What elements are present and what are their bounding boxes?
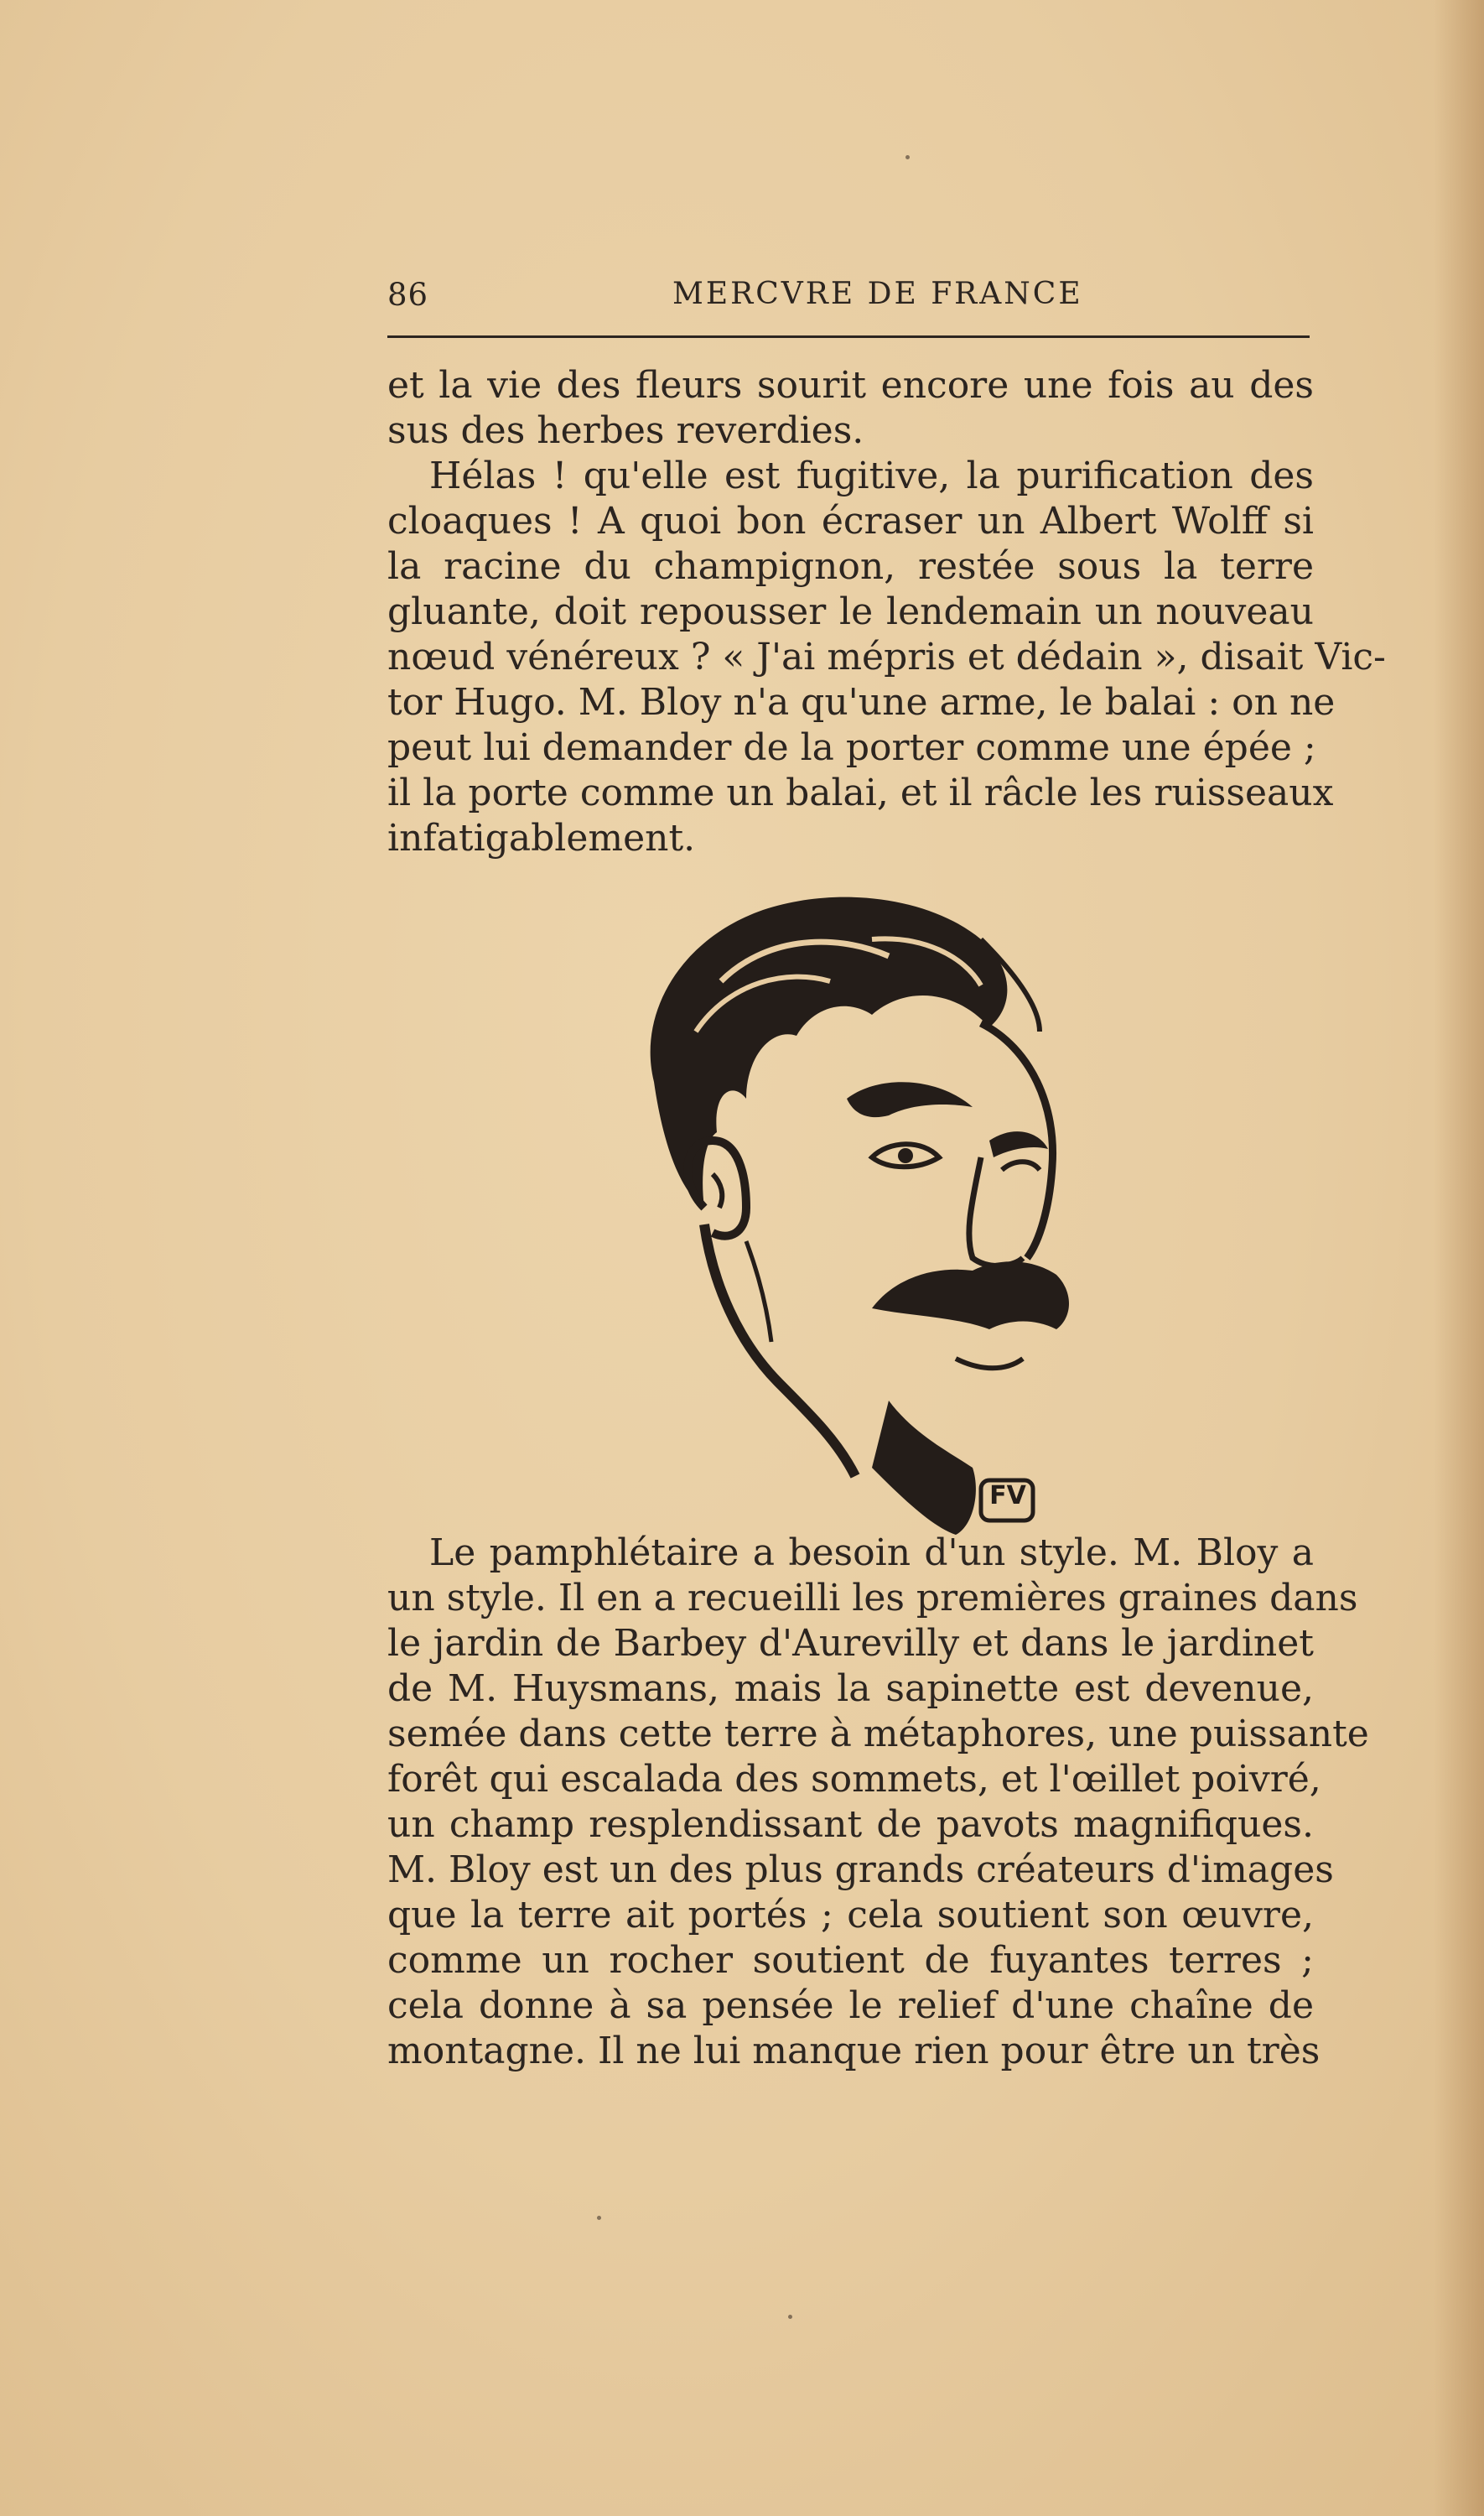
text-line: montagne. Il ne lui manque rien pour être un très: [387, 2030, 1321, 2072]
paper-speck: [905, 155, 910, 159]
text-line: Le pamphlétaire a besoin d'un style. M. Bloy a: [429, 1531, 1314, 1574]
paper-speck: [597, 2216, 601, 2220]
text-line: gluante, doit repousser le lendemain un nouveau: [387, 590, 1314, 633]
paragraph-block-top: [387, 363, 1386, 861]
text-line: M. Bloy est un des plus grands créateurs d'images: [387, 1848, 1334, 1891]
text-line: semée dans cette terre à métaphores, une puissante: [387, 1713, 1369, 1755]
page-number: 86: [387, 277, 429, 313]
text-line: nœud vénéreux ? « J'ai mépris et dédain », disait Vic-: [387, 636, 1386, 678]
portrait-illustration: [620, 889, 1132, 1543]
text-line: que la terre ait portés ; cela soutient son œuvre,: [387, 1894, 1314, 1936]
text-line: Hélas ! qu'elle est fugitive, la purification des: [429, 455, 1314, 497]
artist-monogram: FV: [989, 1481, 1026, 1510]
running-header: [387, 277, 1310, 319]
paper-speck: [788, 2315, 792, 2319]
text-line: forêt qui escalada des sommets, et l'œillet poivré,: [387, 1758, 1321, 1801]
text-line: et la vie des fleurs sourit encore une fois au des: [387, 364, 1314, 407]
text-line: peut lui demander de la porter comme une épée ;: [387, 726, 1316, 769]
text-line: comme un rocher soutient de fuyantes terres ;: [387, 1939, 1314, 1982]
text-line: de M. Huysmans, mais la sapinette est devenue,: [387, 1667, 1314, 1710]
text-line: tor Hugo. M. Bloy n'a qu'une arme, le balai : on ne: [387, 681, 1336, 724]
text-line: la racine du champignon, restée sous la terre: [387, 545, 1314, 588]
text-line: cela donne à sa pensée le relief d'une chaîne de: [387, 1984, 1314, 2027]
text-line: infatigablement.: [387, 817, 696, 860]
header-rule: [387, 335, 1310, 338]
paragraph-block-bottom: [387, 1531, 1369, 2074]
portrait-woodcut-icon: [620, 889, 1132, 1543]
text-line: il la porte comme un balai, et il râcle les ruisseaux: [387, 772, 1334, 814]
running-title: MERCVRE DE FRANCE: [672, 277, 1083, 311]
text-line: sus des herbes reverdies.: [387, 409, 864, 452]
text-line: le jardin de Barbey d'Aurevilly et dans le jardinet: [387, 1622, 1314, 1665]
text-line: un champ resplendissant de pavots magnifiques.: [387, 1803, 1314, 1846]
page-edge-shadow: [1434, 0, 1484, 2516]
text-line: cloaques ! A quoi bon écraser un Albert Wolff si: [387, 500, 1314, 543]
text-line: un style. Il en a recueilli les premières graines dans: [387, 1577, 1358, 1619]
